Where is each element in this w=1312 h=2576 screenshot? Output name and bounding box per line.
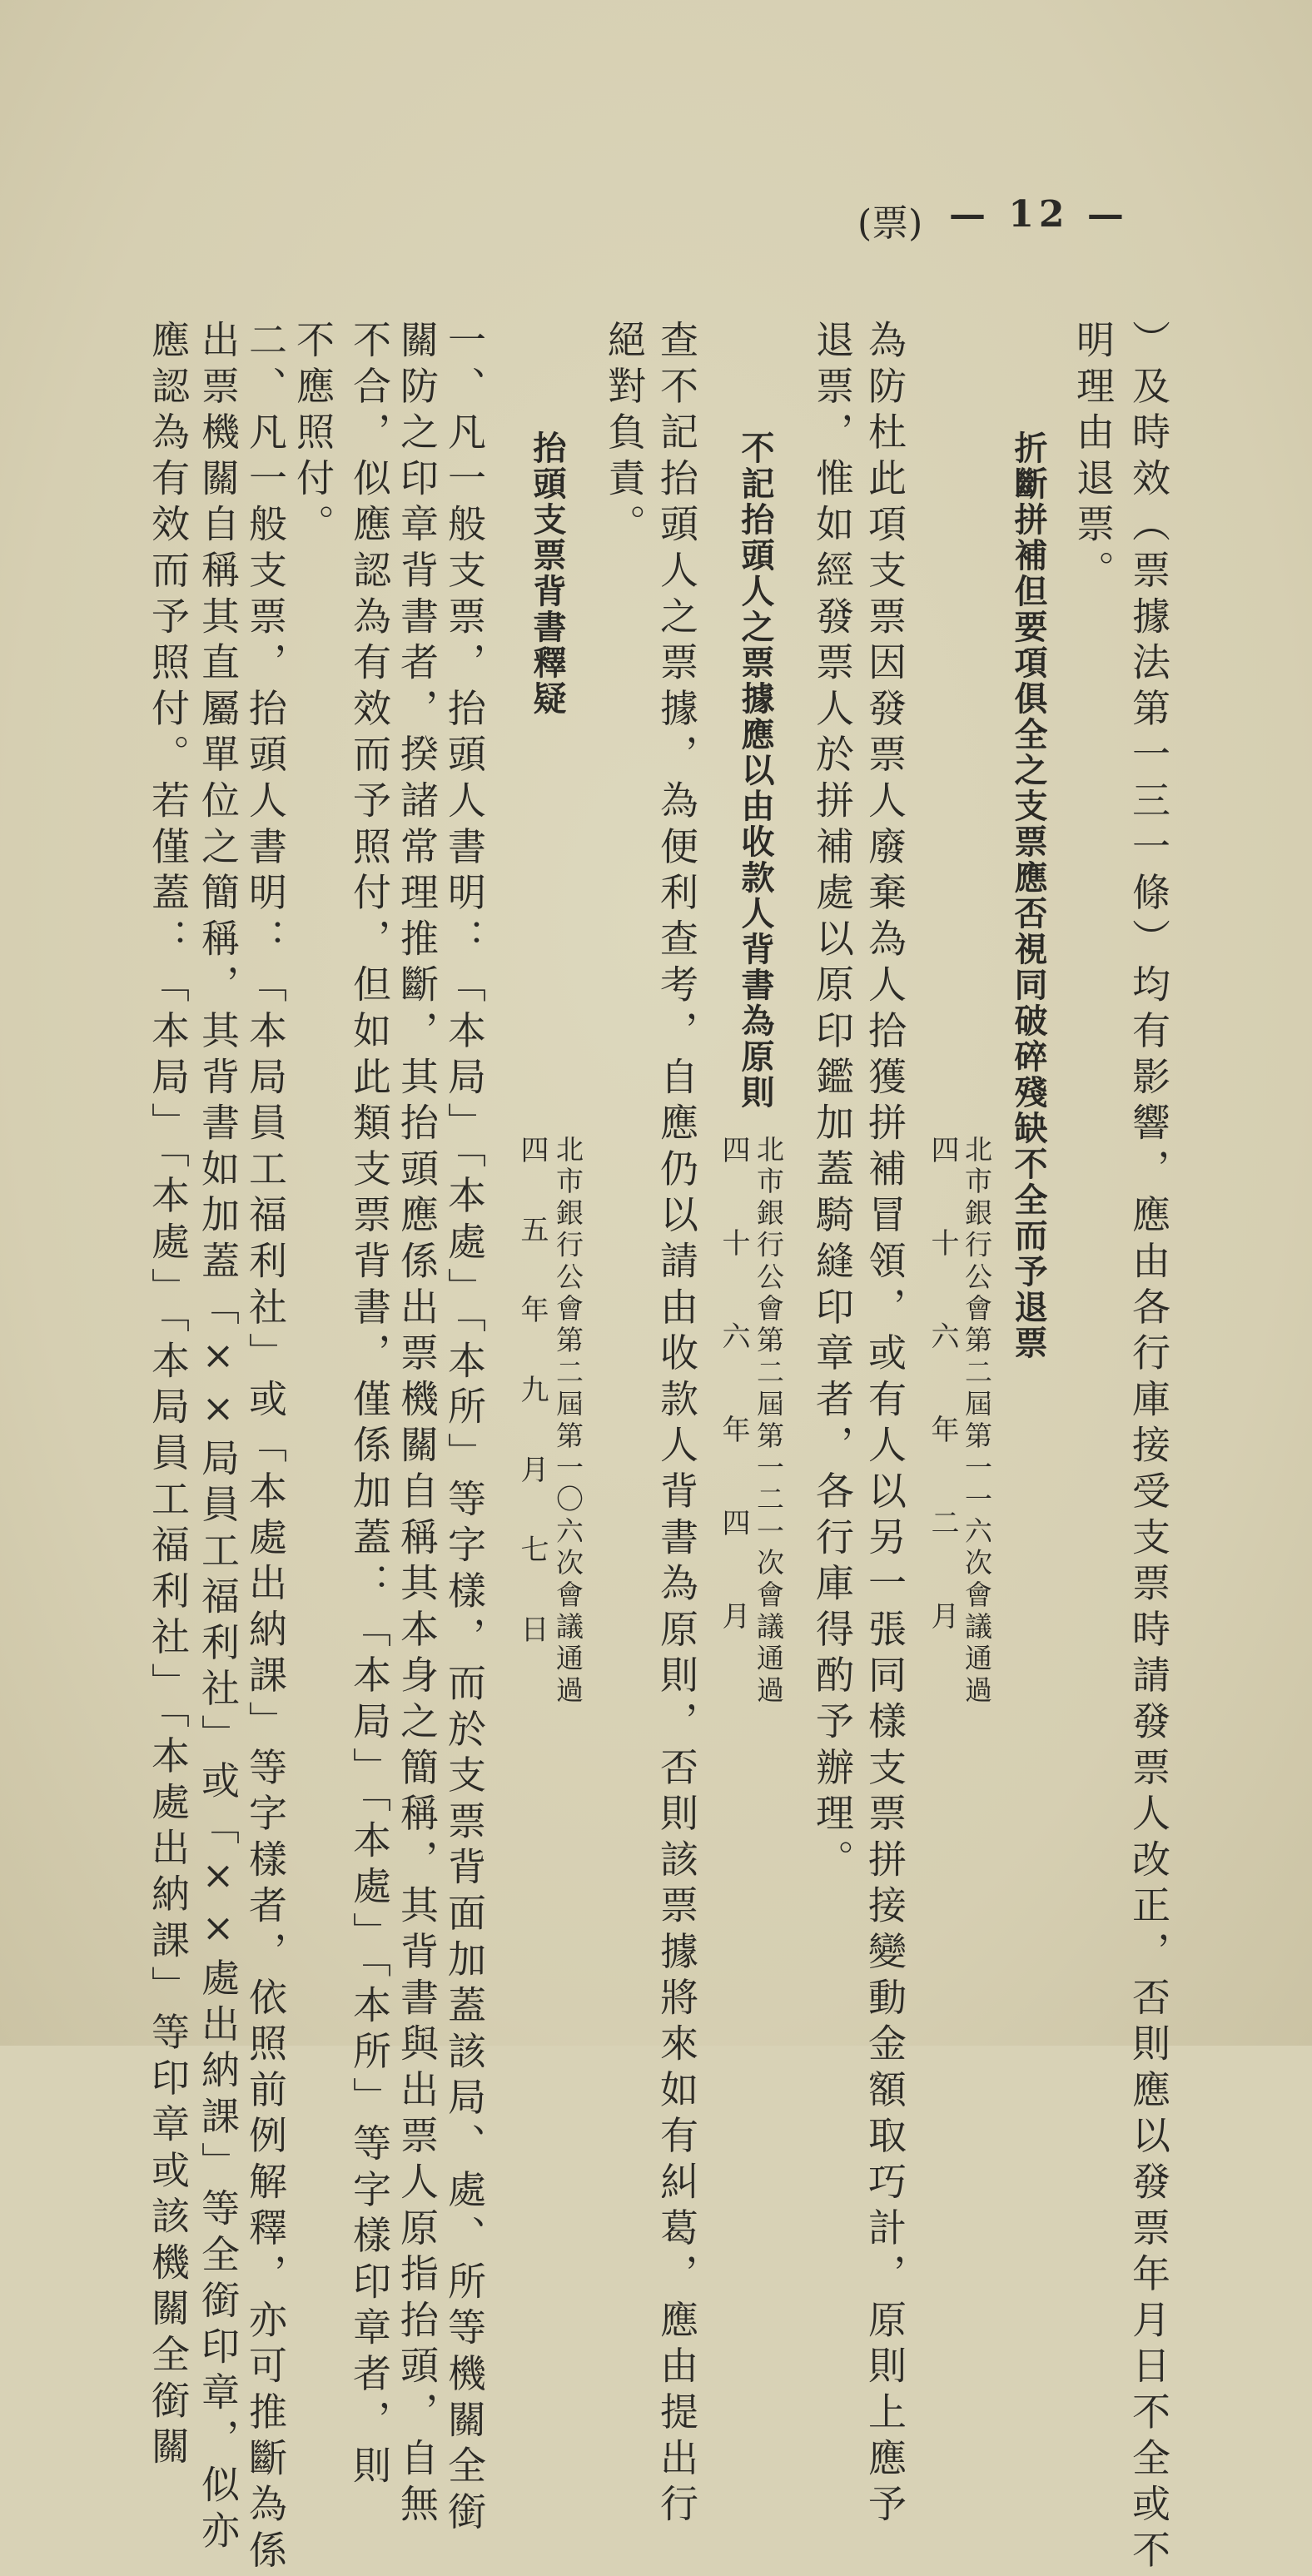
body-line: 為防杜此項支票因發票人廢棄為人拾獲拼補冒領，或有人以另一張同樣支票拼接變動金額取巧計，原則上應予 [862,320,907,2530]
body-line: 出票機關自稱其直屬單位之簡稱，其背書如加蓋「××局員工福利社」或「××處出納課」等全銜印章，似亦 [196,320,241,2557]
body-line: 明理由退票。 [1071,320,1116,596]
body-line: 絕對負責。 [602,320,647,550]
resolution-date: 四五年九月七日 [515,1135,549,1694]
resolution-date: 四十六年四月 [717,1135,750,1694]
resolution-source: 北市銀行公會第二屆第一二一次會議通過 [753,1135,785,1708]
body-line: 不應照付。 [291,320,335,550]
resolution-date: 四十六年二月 [926,1135,959,1694]
section-heading: 折斷拼補但要項俱全之支票應否視同破碎殘缺不全而予退票 [1009,430,1048,1361]
page-number: — 12 — [949,193,1129,236]
body-line: 二、凡一般支票，抬頭人書明：「本局員工福利社」或「本處出納課」等字樣者，依照前例解釋，亦可推斷為係 [243,320,288,2576]
resolution-source: 北市銀行公會第二屆第一一六次會議通過 [961,1135,993,1708]
body-line: 查不記抬頭人之票據，為便利查考，自應仍以請由收款人背書為原則，否則該票據將來如有糾葛，應由提出行 [654,320,699,2530]
resolution-source: 北市銀行公會第二屆第一〇六次會議通過 [552,1135,584,1708]
section-heading: 抬頭支票背書釋疑 [528,430,567,717]
body-line: 不合，似應認為有效而予照付，但如此類支票背書，僅係加蓋：「本局」「本處」「本所」等字樣印章者，則 [347,320,392,2492]
section-label: (票) [857,202,923,245]
body-line: 關防之印章背書者，揆諸常理推斷，其抬頭應係出票機關自稱其本身之簡稱，其背書與出票人原指抬頭，自無 [395,320,440,2530]
body-line: 一、凡一般支票，抬頭人書明：「本局」「本處」「本所」等字樣，而於支票背面加蓋該局、處、所等機關全銜 [442,320,487,2538]
body-line: ）及時效（票據法第一三一條）均有影響，應由各行庫接受支票時請發票人改正，否則應以發票年月日不全或不 [1126,320,1171,2576]
body-line: 應認為有效而予照付。若僅蓋：「本局」「本處」「本局員工福利社」「本處出納課」等印章或該機關全銜關 [146,320,191,2473]
body-line: 退票，惟如經發票人於拼補處以原印鑑加蓋騎縫印章者，各行庫得酌予辦理。 [810,320,855,1886]
section-heading: 不記抬頭人之票據應以由收款人背書為原則 [736,430,775,1111]
